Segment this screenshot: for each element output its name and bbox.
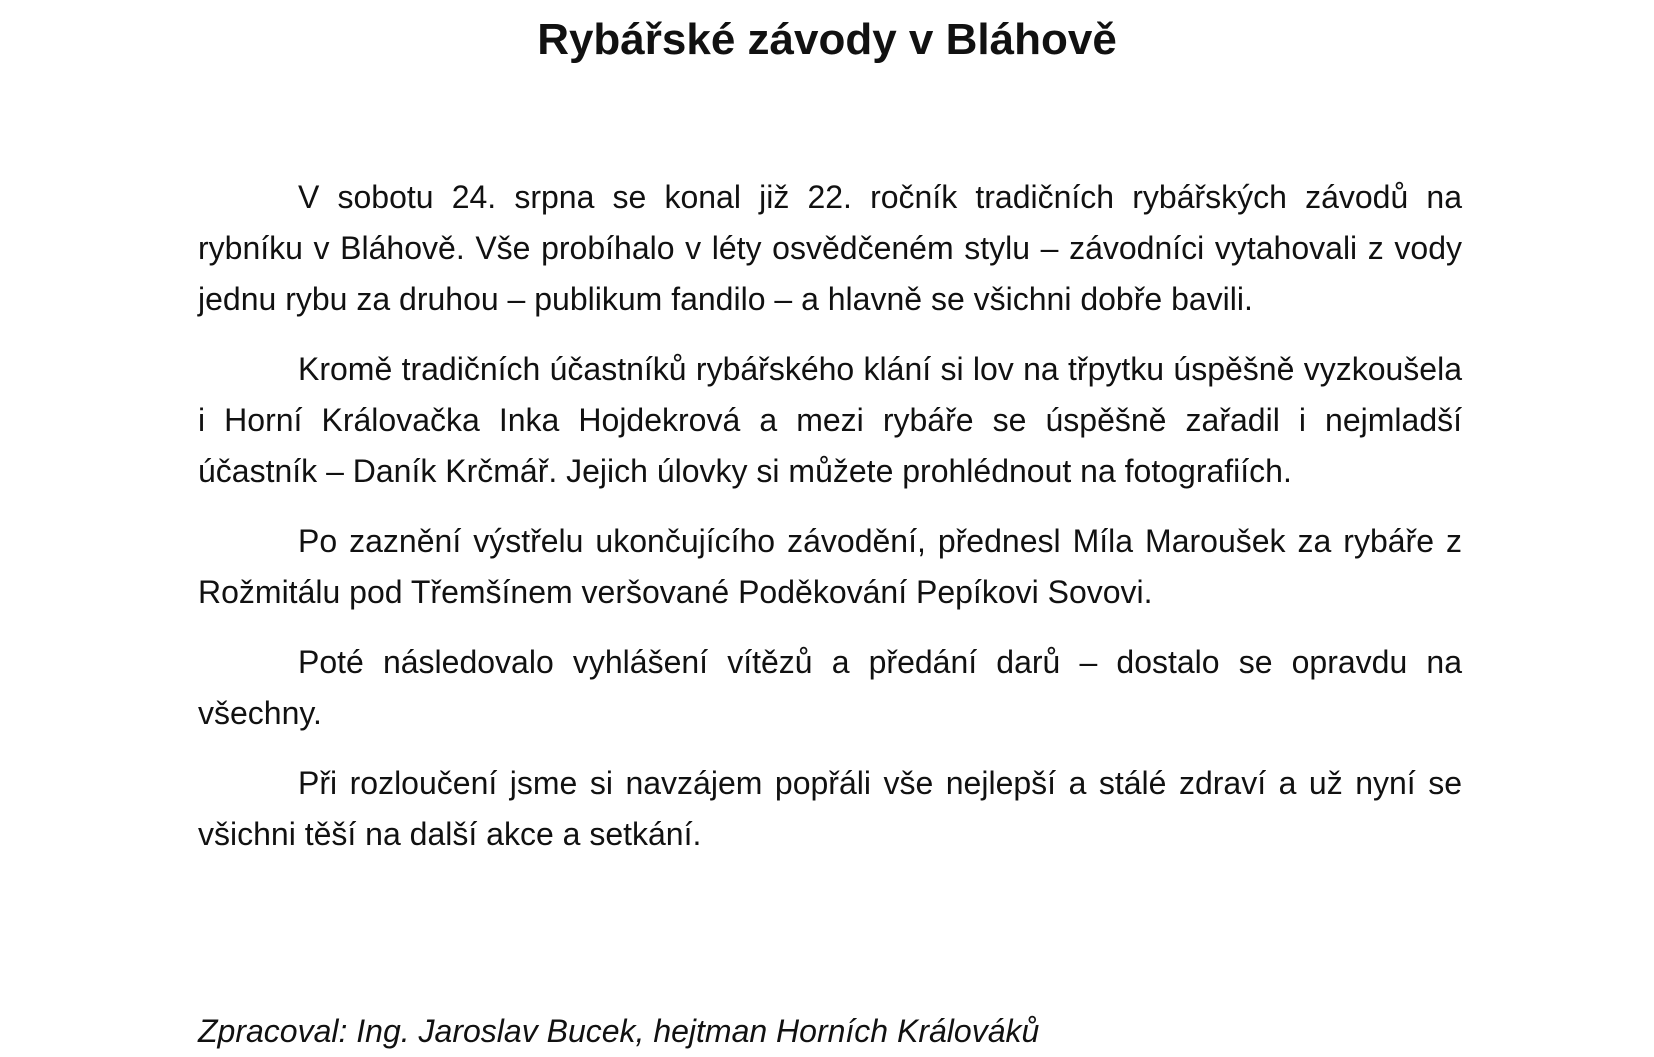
paragraph-farewell: Při rozloučení jsme si navzájem popřáli vše nejlepší a stálé zdraví a už nyní se všichni těší na další akce a setkání.: [198, 765, 1462, 852]
author-signature: Zpracoval: Ing. Jaroslav Bucek, hejtman Horních Králováků: [198, 1013, 1040, 1049]
paragraph-closing-speech: Po zaznění výstřelu ukončujícího závodění, přednesl Míla Maroušek za rybáře z Rožmitálu pod Třemšínem veršované Poděkování Pepíkovi Sovovi.: [198, 523, 1462, 610]
paragraph-participants: Kromě tradičních účastníků rybářského klání si lov na třpytku úspěšně vyzkoušela i Horní Královačka Inka Hojdekrová a mezi rybáře se úspěšně zařadil i nejmladší účastník – Daník Krčmář. Jejich úlovky si můžete prohlédnout na fotografiích.: [198, 351, 1462, 489]
article-body: [198, 172, 1462, 879]
document-title: Rybářské závody v Bláhově: [537, 15, 1117, 64]
paragraph-awards: Poté následovalo vyhlášení vítězů a předání darů – dostalo se opravdu na všechny.: [198, 644, 1462, 731]
paragraph-intro: V sobotu 24. srpna se konal již 22. ročník tradičních rybářských závodů na rybníku v Bláhově. Vše probíhalo v léty osvědčeném stylu – závodníci vytahovali z vody jednu rybu za druhou – publikum fandilo – a hlavně se všichni dobře bavili.: [198, 179, 1462, 317]
